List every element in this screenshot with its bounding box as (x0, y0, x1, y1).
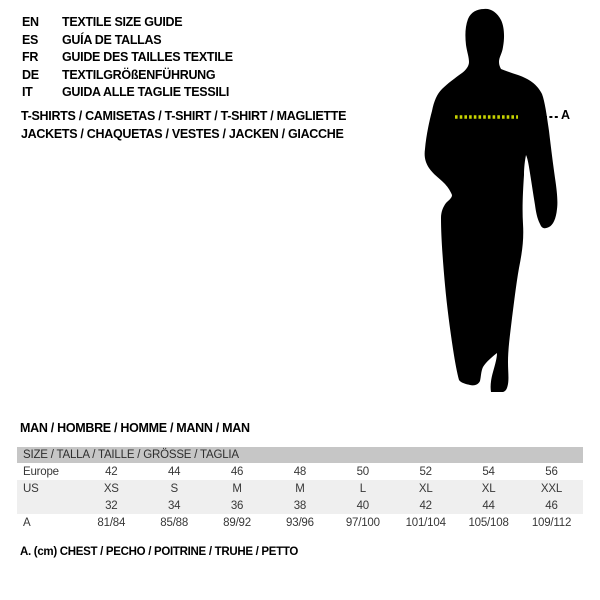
table-row-us-numeric (17, 497, 583, 514)
measurement-footnote: A. (cm) CHEST / PECHO / POITRINE / TRUHE / PETTO (20, 546, 299, 558)
cell: 109/112 (531, 516, 572, 529)
section-title-man: MAN / HOMBRE / HOMME / MANN / MAN (20, 421, 250, 435)
language-row-en (22, 14, 233, 32)
row-label: US (23, 482, 39, 495)
cell: XL (481, 482, 496, 495)
cell: 44 (482, 499, 495, 512)
language-label: TEXTILE SIZE GUIDE (62, 15, 183, 29)
language-label: GUÍA DE TALLAS (62, 32, 162, 47)
cell: 81/84 (97, 516, 126, 529)
language-row-it (22, 84, 233, 102)
man-silhouette-path (425, 9, 558, 392)
language-code: EN (22, 15, 39, 29)
row-label (17, 497, 80, 514)
table-row-us-letters (17, 480, 583, 497)
cell: 42 (105, 465, 118, 478)
cell: 56 (545, 465, 558, 478)
cell: 42 (419, 499, 432, 512)
cell: L (359, 482, 366, 495)
man-silhouette-svg (395, 5, 595, 397)
cell: 44 (167, 465, 181, 478)
cell: 89/92 (223, 516, 251, 529)
table-row-europe (17, 463, 583, 480)
cell: M (295, 482, 305, 495)
cell: 40 (356, 499, 370, 512)
language-row-fr (22, 49, 233, 67)
cell: XXL (540, 482, 563, 495)
garment-line-jackets: JACKETS / CHAQUETAS / VESTES / JACKEN / GIACCHE (21, 126, 344, 141)
cell: 38 (293, 499, 307, 512)
cell: 36 (230, 499, 244, 512)
size-table-header: SIZE / TALLA / TAILLE / GRÖSSE / TAGLIA (17, 447, 583, 463)
man-silhouette-figure (395, 5, 595, 397)
language-code: FR (22, 50, 39, 64)
cell: 34 (167, 499, 181, 512)
cell: 48 (293, 465, 307, 478)
cell: 46 (230, 465, 244, 478)
cell: M (232, 482, 242, 495)
cell: XL (418, 482, 433, 495)
cell: XS (103, 482, 119, 495)
row-label: Europe (23, 465, 59, 478)
size-table (17, 447, 583, 531)
cell: 105/108 (468, 516, 509, 529)
row-label: A (23, 516, 31, 529)
language-row-es (22, 32, 233, 50)
cell: S (170, 482, 178, 495)
cell: 52 (419, 465, 432, 478)
language-list (22, 14, 233, 102)
cell: 46 (545, 499, 558, 512)
garment-line-tshirts: T-SHIRTS / CAMISETAS / T-SHIRT / T-SHIRT / MAGLIETTE (21, 109, 347, 123)
language-label: GUIDE DES TAILLES TEXTILE (62, 50, 233, 64)
cell: 50 (356, 465, 370, 478)
table-row-chest-a (17, 514, 583, 531)
language-code: IT (22, 85, 33, 99)
cell: 32 (105, 499, 118, 512)
chest-measure-label: A (561, 108, 570, 122)
cell: 54 (482, 465, 495, 478)
language-label: TEXTILGRÖßENFÜHRUNG (62, 67, 216, 82)
language-code: DE (22, 67, 39, 82)
cell: 97/100 (345, 516, 380, 529)
language-row-de (22, 67, 233, 85)
cell: 85/88 (160, 516, 189, 529)
cell: 93/96 (286, 516, 314, 529)
cell: 101/104 (405, 516, 446, 529)
garment-types (21, 108, 346, 143)
language-label: GUIDA ALLE TAGLIE TESSILI (62, 85, 230, 99)
language-code: ES (22, 32, 39, 47)
size-table-header-row (17, 447, 583, 463)
